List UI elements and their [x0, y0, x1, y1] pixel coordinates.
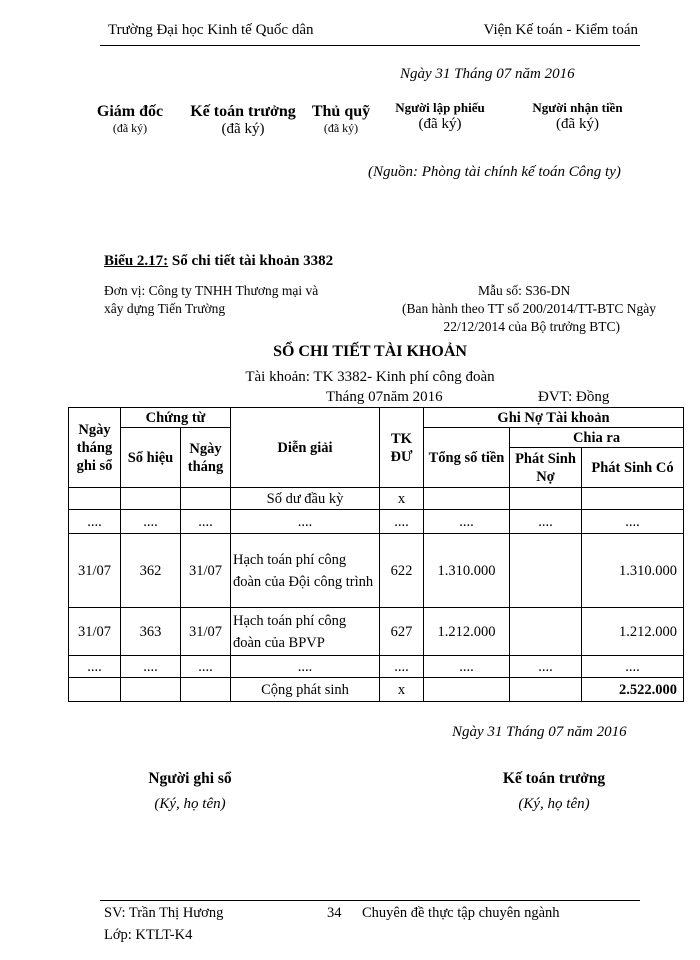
- row-account: 627: [380, 608, 424, 656]
- row-voucher-date: 31/07: [181, 608, 231, 656]
- footer-class: Lớp: KTLT-K4: [104, 927, 193, 943]
- top-sign-date: Ngày 31 Tháng 07 năm 2016: [400, 66, 575, 82]
- header-desc: Diễn giải: [231, 408, 380, 488]
- ledger-month: Tháng 07năm 2016: [326, 389, 443, 405]
- sign-chief-bottom-note: (Ký, họ tên): [518, 796, 590, 812]
- form-issued-2: 22/12/2014 của Bộ trưởng BTC): [443, 319, 620, 334]
- ledger-table: [68, 407, 684, 702]
- sign-receiver-note: (đã ký): [556, 116, 599, 132]
- footer-student: SV: Trần Thị Hương: [104, 905, 224, 921]
- figure-title: Sổ chi tiết tài khoản 3382: [168, 253, 334, 269]
- row-total: 1.310.000: [424, 534, 510, 608]
- ledger-currency-text: ĐVT: Đồng: [538, 389, 610, 405]
- header-divider: [100, 45, 640, 46]
- sign-preparer: [385, 100, 495, 133]
- sign-cashier: [306, 103, 376, 136]
- sign-bookkeeper-title: Người ghi sổ: [148, 770, 232, 787]
- ledger-title: SỔ CHI TIẾT TÀI KHOẢN: [273, 343, 467, 360]
- footer-topic: Chuyên đề thực tập chuyên ngành: [362, 905, 560, 921]
- header-debit: Phát Sinh Nợ: [510, 448, 582, 488]
- sign-cashier-title: Thủ quỹ: [311, 103, 371, 120]
- header-total: Tổng số tiền: [424, 428, 510, 488]
- header-institute: Viện Kế toán - Kiểm toán: [483, 22, 638, 38]
- opening-account: x: [380, 488, 424, 510]
- sign-bookkeeper-note: (Ký, họ tên): [154, 796, 226, 812]
- totals-desc: Cộng phát sinh: [231, 678, 380, 702]
- totals-credit: 2.522.000: [582, 678, 684, 702]
- row-desc: Hạch toán phí công đoàn của BPVP: [231, 608, 380, 656]
- row-credit: 1.310.000: [582, 534, 684, 608]
- header-credit: Phát Sinh Có: [582, 448, 684, 488]
- row-date: 31/07: [69, 534, 121, 608]
- row-total: 1.212.000: [424, 608, 510, 656]
- sign-director: [90, 103, 170, 136]
- header-date: Ngày tháng ghi sổ: [69, 408, 121, 488]
- ledger-row: [69, 608, 684, 656]
- sign-preparer-note: (đã ký): [418, 116, 462, 132]
- footer-page-number: 34: [327, 905, 342, 921]
- dots-row: .... .... .... .... .... .... .... ....: [69, 656, 684, 678]
- opening-row: [69, 488, 684, 510]
- totals-row: [69, 678, 684, 702]
- header-school: Trường Đại học Kinh tế Quốc dân: [108, 22, 314, 38]
- row-voucher-no: 362: [121, 534, 181, 608]
- figure-label: Biểu 2.17:: [104, 253, 169, 269]
- figure-caption: [104, 253, 333, 270]
- row-date: 31/07: [69, 608, 121, 656]
- unit-info: [104, 282, 318, 318]
- sign-bookkeeper: [120, 770, 260, 813]
- opening-desc: Số dư đầu kỳ: [231, 488, 380, 510]
- row-account: 622: [380, 534, 424, 608]
- ledger-account: Tài khoản: TK 3382- Kinh phí công đoàn: [245, 369, 495, 385]
- row-desc: Hạch toán phí công đoàn của Đội công trình: [231, 534, 380, 608]
- sign-receiver-title: Người nhận tiền: [532, 100, 623, 115]
- row-voucher-date: 31/07: [181, 534, 231, 608]
- header-row-1: [69, 408, 684, 428]
- sign-chief-accountant-note: (đã ký): [221, 121, 265, 137]
- row-credit: 1.212.000: [582, 608, 684, 656]
- sign-receiver: [520, 100, 635, 133]
- sign-director-note: (đã ký): [112, 121, 148, 135]
- sign-chief-accountant-title: Kế toán trưởng: [190, 103, 296, 120]
- header-breakdown: Chia ra: [510, 428, 684, 448]
- row-debit: [510, 534, 582, 608]
- footer-divider: [100, 900, 640, 901]
- header-voucher-date: Ngày tháng: [181, 428, 231, 488]
- unit-line-1: Đơn vị: Công ty TNHH Thương mại và: [104, 283, 319, 298]
- header-debit-group: Ghi Nợ Tài khoản: [424, 408, 684, 428]
- header-account: TK ĐƯ: [380, 408, 424, 488]
- row-debit: [510, 608, 582, 656]
- unit-line-2: xây dựng Tiến Trường: [104, 301, 226, 316]
- header-voucher-no: Số hiệu: [121, 428, 181, 488]
- ledger-currency: [538, 389, 609, 406]
- row-voucher-no: 363: [121, 608, 181, 656]
- sign-director-title: Giám đốc: [96, 103, 164, 120]
- form-code: Mẫu số: S36-DN: [478, 283, 571, 298]
- form-issued-1: (Ban hành theo TT số 200/2014/TT-BTC Ngày: [402, 301, 656, 316]
- sign-cashier-note: (đã ký): [323, 121, 359, 135]
- totals-account: x: [380, 678, 424, 702]
- ledger-row: [69, 534, 684, 608]
- dots-row: .... .... .... .... .... .... .... ....: [69, 510, 684, 534]
- bottom-sign-date: Ngày 31 Tháng 07 năm 2016: [452, 724, 627, 740]
- header-voucher: Chứng từ: [121, 408, 231, 428]
- source-note: (Nguồn: Phòng tài chính kế toán Công ty): [368, 164, 621, 180]
- sign-chief-accountant-bottom: [484, 770, 624, 813]
- sign-preparer-title: Người lập phiếu: [395, 100, 485, 115]
- sign-chief-accountant: [183, 103, 303, 138]
- sign-chief-bottom-title: Kế toán trưởng: [502, 770, 606, 787]
- form-info: [388, 282, 670, 336]
